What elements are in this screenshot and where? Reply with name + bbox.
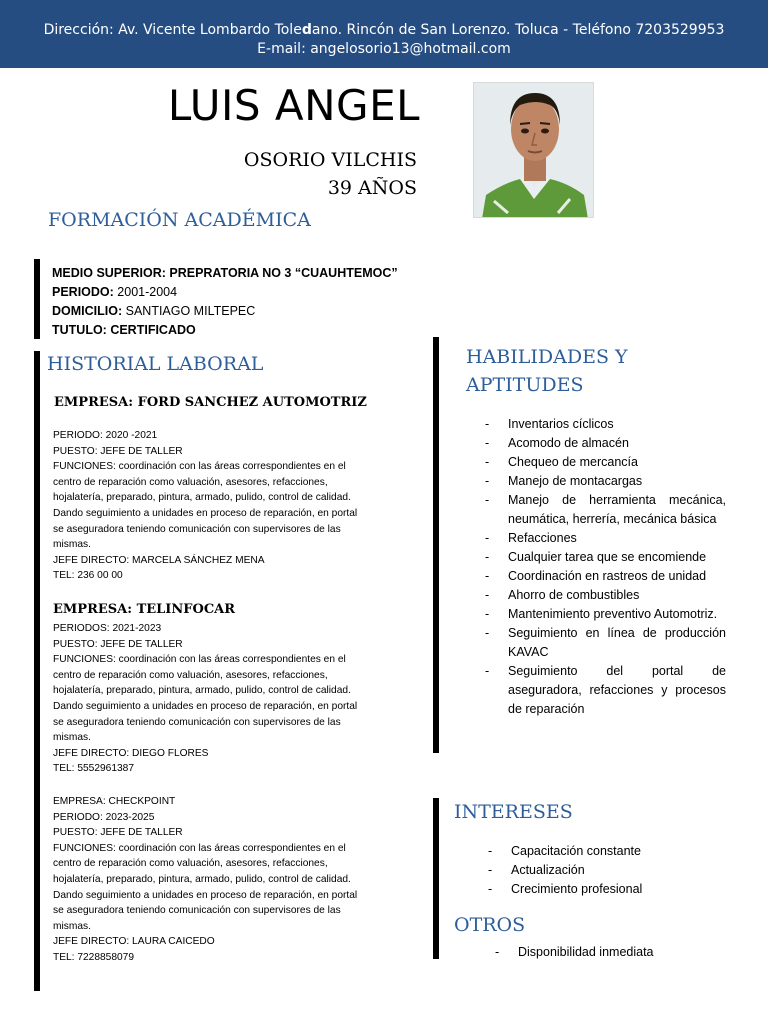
others-title: OTROS: [454, 914, 526, 936]
first-name: LUIS ANGEL: [167, 81, 420, 130]
work-history-divider: [34, 351, 40, 991]
interests-list: [487, 842, 747, 899]
contact-line1-part3: ano. Rincón de San Lorenzo. Toluca - Teléfono 7203529953: [311, 22, 725, 38]
contact-header: [0, 0, 768, 68]
skill-item: - Cualquier tarea que se encomiende: [484, 548, 726, 567]
skill-item: - Refacciones: [484, 529, 726, 548]
skill-item: - Acomodo de almacén: [484, 434, 726, 453]
education-divider: [34, 259, 40, 339]
skills-title-line2: APTITUDES: [466, 374, 584, 396]
education-address: SANTIAGO MILTEPEC: [122, 304, 256, 318]
education-degree: TUTULO: CERTIFICADO: [52, 323, 196, 337]
skill-item: - Mantenimiento preventivo Automotriz.: [484, 605, 726, 624]
job-line: PERIODO: 2020 -2021: [53, 430, 158, 441]
job-line: PUESTO: JEFE DE TALLER: [53, 827, 183, 839]
interest-item: - Actualización: [487, 861, 747, 880]
education-title: FORMACIÓN ACADÉMICA: [48, 209, 311, 231]
skill-item: - Seguimiento del portal de aseguradora, refacciones y procesos de reparación: [484, 662, 726, 719]
education-block: [52, 264, 398, 340]
skill-item: - Seguimiento en línea de producción KAVAC: [484, 624, 726, 662]
job-line: PUESTO: JEFE DE TALLER: [53, 638, 183, 650]
job-line: TEL: 7228858079: [53, 951, 135, 963]
job-line: EMPRESA: CHECKPOINT: [53, 796, 176, 807]
profile-photo: [473, 82, 594, 218]
job-line: hojalatería, preparado, pintura, armado, pulido, control de calidad.: [53, 873, 351, 885]
job-line: JEFE DIRECTO: LAURA CAICEDO: [53, 936, 215, 948]
others-list: [494, 943, 754, 962]
last-name: OSORIO VILCHIS: [243, 149, 417, 171]
skill-item: - Ahorro de combustibles: [484, 586, 726, 605]
skills-divider: [433, 337, 439, 753]
job-line: JEFE DIRECTO: DIEGO FLORES: [53, 747, 209, 759]
other-item: - Disponibilidad inmediata: [494, 943, 754, 962]
job-line: Dando seguimiento a unidades en proceso de reparación, en portal: [53, 507, 358, 519]
job-line: FUNCIONES: coordinación con las áreas correspondientes en el: [53, 842, 346, 854]
job-line: se aseguradora teniendo comunicación con supervisores de las: [53, 523, 341, 535]
skill-item: - Coordinación en rastreos de unidad: [484, 567, 726, 586]
job-line: centro de reparación como valuación, asesores, refacciones,: [53, 858, 328, 870]
job-line: JEFE DIRECTO: MARCELA SÁNCHEZ MENA: [53, 554, 265, 566]
job-line: se aseguradora teniendo comunicación con supervisores de las: [53, 905, 341, 917]
job-line: FUNCIONES: coordinación con las áreas correspondientes en el: [53, 461, 346, 473]
contact-line1-part2: d: [301, 22, 312, 38]
work-history-title: HISTORIAL LABORAL: [47, 353, 264, 375]
job-3-details: [53, 794, 403, 966]
contact-email: E-mail: angelosorio13@hotmail.com: [257, 41, 511, 57]
job-line: Dando seguimiento a unidades en proceso de reparación, en portal: [53, 889, 358, 901]
profile-photo-illustration: [474, 83, 594, 218]
job-2-details: [53, 621, 403, 777]
job-line: TEL: 5552961387: [53, 763, 135, 775]
interest-item: - Crecimiento profesional: [487, 880, 747, 899]
job-line: centro de reparación como valuación, asesores, refacciones,: [53, 476, 328, 488]
job-1-details: [53, 428, 403, 584]
job-line: PERIODOS: 2021-2023: [53, 623, 162, 634]
skills-title-line1: HABILIDADES Y: [466, 346, 628, 368]
contact-address-phone: [0, 21, 768, 40]
job-1-company: EMPRESA: FORD SANCHEZ AUTOMOTRIZ: [54, 395, 367, 410]
interests-divider: [433, 798, 439, 959]
job-line: PERIODO: 2023-2025: [53, 811, 155, 823]
interest-item: - Capacitación constante: [487, 842, 747, 861]
job-line: mismas.: [53, 539, 91, 551]
skills-title: [466, 343, 628, 399]
education-period-label: PERIODO:: [52, 285, 114, 299]
job-line: centro de reparación como valuación, asesores, refacciones,: [53, 669, 328, 681]
contact-line1-part1: Dirección: Av. Vicente Lombardo Tole: [43, 22, 302, 38]
job-line: mismas.: [53, 732, 91, 744]
skill-item: - Manejo de herramienta mecánica, neumática, herrería, mecánica básica: [484, 491, 726, 529]
job-line: FUNCIONES: coordinación con las áreas correspondientes en el: [53, 654, 346, 666]
education-school: MEDIO SUPERIOR: PREPRATORIA NO 3 “CUAUHTEMOC”: [52, 266, 398, 280]
job-2-company: EMPRESA: TELINFOCAR: [53, 602, 236, 617]
job-line: TEL: 236 00 00: [53, 570, 123, 582]
age: 39 AÑOS: [327, 177, 417, 199]
job-line: hojalatería, preparado, pintura, armado, pulido, control de calidad.: [53, 492, 351, 504]
job-line: PUESTO: JEFE DE TALLER: [53, 445, 183, 457]
job-line: Dando seguimiento a unidades en proceso de reparación, en portal: [53, 700, 358, 712]
job-line: se aseguradora teniendo comunicación con supervisores de las: [53, 716, 341, 728]
interests-title: INTERESES: [454, 801, 573, 823]
education-address-label: DOMICILIO:: [52, 304, 123, 318]
skill-item: - Inventarios cíclicos: [484, 415, 726, 434]
skill-item: - Chequeo de mercancía: [484, 453, 726, 472]
skill-item: - Manejo de montacargas: [484, 472, 726, 491]
skills-list: [484, 415, 726, 719]
job-line: mismas.: [53, 920, 91, 932]
education-period: 2001-2004: [113, 285, 178, 299]
job-line: hojalatería, preparado, pintura, armado, pulido, control de calidad.: [53, 685, 351, 697]
